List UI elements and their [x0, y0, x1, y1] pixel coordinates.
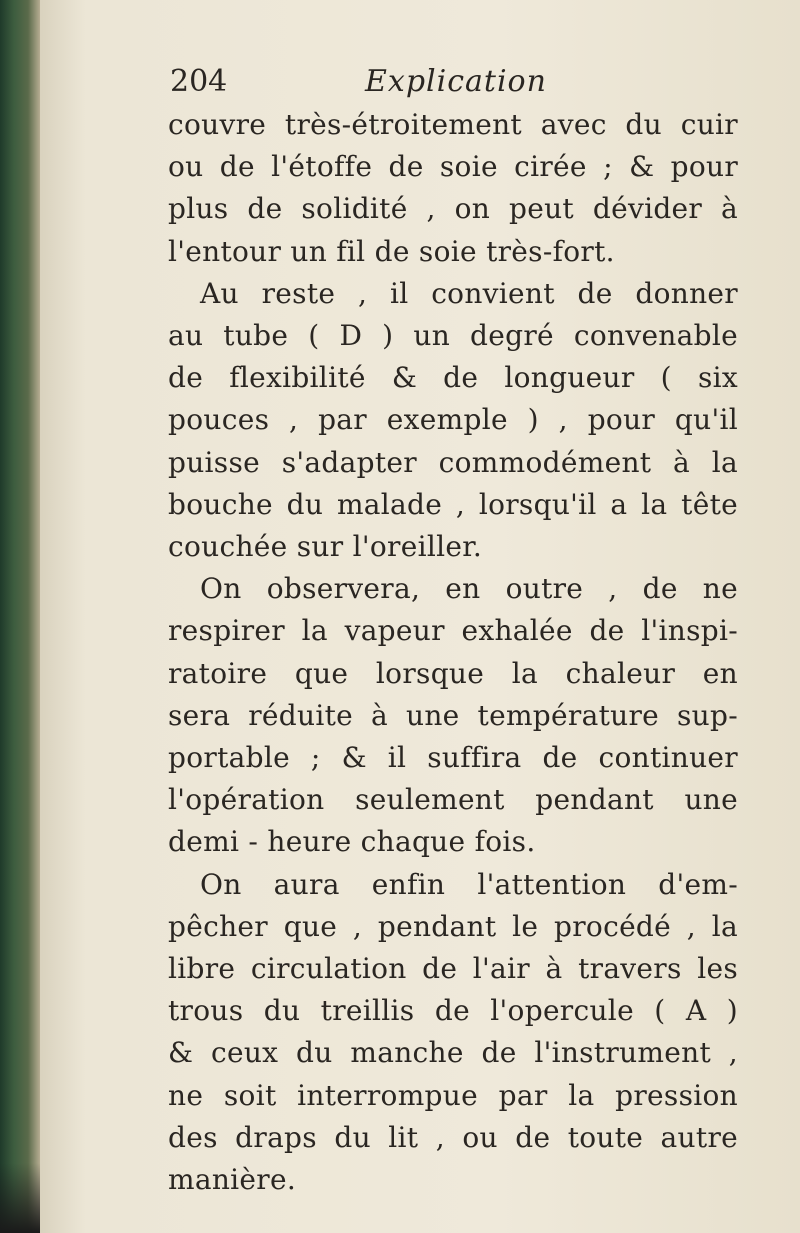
text-line: de flexibilité & de longueur ( six — [168, 361, 738, 395]
text-line: puisse s'adapter commodément à la — [168, 445, 738, 479]
text-line: respirer la vapeur exhalée de l'inspi- — [168, 614, 738, 648]
text-line: pêcher que , pendant le procédé , la — [168, 909, 738, 943]
text-line: plus de solidité , on peut dévider à — [168, 192, 738, 226]
text-line: des draps du lit , ou de toute autre — [168, 1120, 738, 1154]
text-line: au tube ( D ) un degré convenable — [168, 319, 738, 353]
text-line: manière. — [168, 1163, 297, 1197]
text-line: l'entour un fil de soie très-fort. — [168, 234, 615, 268]
text-line: trous du treillis de l'opercule ( A ) — [168, 994, 738, 1028]
text-line: bouche du malade , lorsqu'il a la tête — [168, 487, 738, 521]
text-line: couchée sur l'oreiller. — [168, 530, 483, 564]
running-head: Explication — [365, 64, 547, 99]
body-text — [168, 104, 738, 1201]
text-line: libre circulation de l'air à travers les — [168, 952, 738, 986]
book-binding-edge — [0, 0, 40, 1233]
text-line: ratoire que lorsque la chaleur en — [168, 656, 738, 690]
text-line: On observera, en outre , de ne — [200, 572, 738, 606]
text-line: demi - heure chaque fois. — [168, 825, 536, 859]
text-line: ne soit interrompue par la pression — [168, 1078, 738, 1112]
text-line: pouces , par exemple ) , pour qu'il — [168, 403, 738, 437]
page-header — [170, 64, 730, 104]
text-line: sera réduite à une température sup- — [168, 698, 738, 732]
text-line: & ceux du manche de l'instrument , — [168, 1036, 738, 1070]
text-line: couvre très-étroitement avec du cuir — [168, 108, 738, 141]
text-line: portable ; & il suffira de continuer — [168, 741, 738, 775]
page-number: 204 — [170, 64, 228, 99]
text-line: On aura enfin l'attention d'em- — [200, 867, 738, 901]
text-line: ou de l'étoffe de soie cirée ; & pour — [168, 150, 738, 184]
text-line: Au reste , il convient de donner — [200, 276, 738, 310]
text-line: l'opération seulement pendant une — [168, 783, 738, 817]
